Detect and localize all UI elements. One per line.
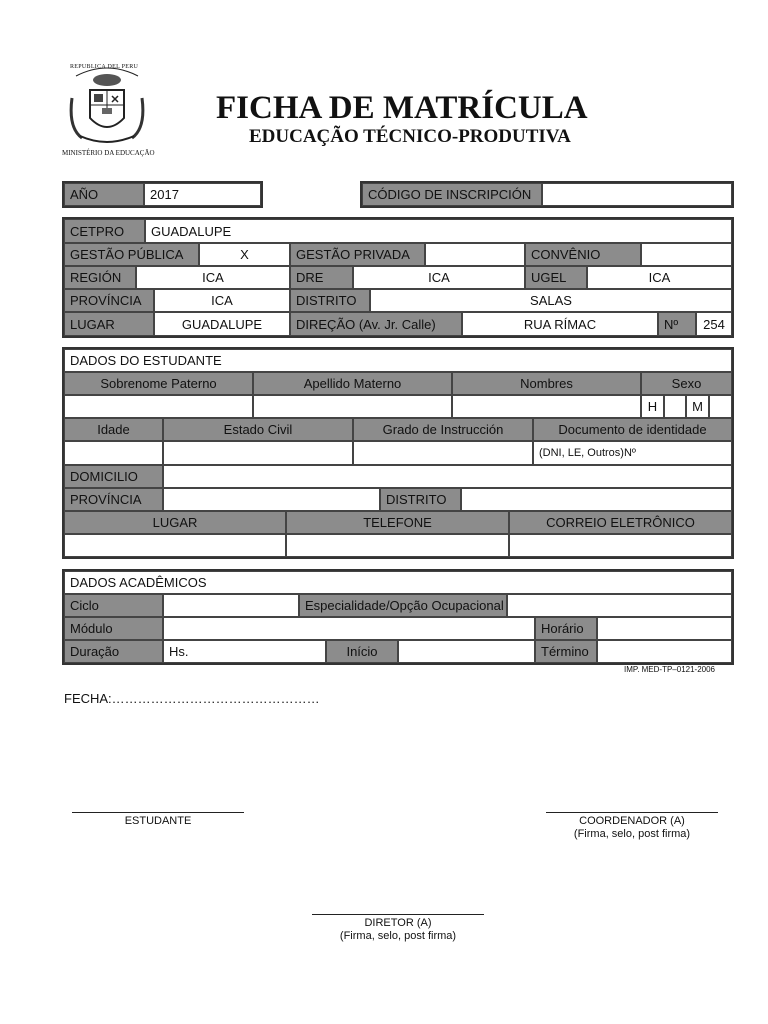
termino-input[interactable]: [597, 640, 732, 663]
numero-value[interactable]: 254: [696, 312, 732, 336]
diretor-subtitle: (Firma, selo, post firma): [339, 930, 457, 942]
domicilio-input[interactable]: [163, 465, 732, 488]
modulo-label: Módulo: [64, 617, 163, 640]
especialidade-input[interactable]: [507, 594, 732, 617]
estudante-signature-line: [72, 812, 244, 813]
regiao-label: REGIÓN: [64, 266, 136, 289]
ugel-label: UGEL: [525, 266, 587, 289]
grado-instruccion-header: Grado de Instrucción: [353, 418, 533, 441]
apellido-materno-input[interactable]: [253, 395, 452, 418]
estado-civil-header: Estado Civil: [163, 418, 353, 441]
sexo-m-label: M: [686, 395, 709, 418]
ciclo-input[interactable]: [163, 594, 299, 617]
student-lugar-header: LUGAR: [64, 511, 286, 534]
modulo-input[interactable]: [163, 617, 535, 640]
sexo-h-label: H: [641, 395, 664, 418]
sexo-m-box[interactable]: [709, 395, 732, 418]
codigo-label: CÓDIGO DE INSCRIPCIÓN: [362, 183, 542, 206]
idade-input[interactable]: [64, 441, 163, 465]
gestao-publica-label: GESTÃO PÚBLICA: [64, 243, 199, 266]
student-section-title: DADOS DO ESTUDANTE: [64, 349, 732, 372]
coordenador-subtitle: (Firma, selo, post firma): [573, 828, 691, 840]
horario-input[interactable]: [597, 617, 732, 640]
student-lugar-input[interactable]: [64, 534, 286, 557]
student-provincia-input[interactable]: [163, 488, 380, 511]
duracao-label: Duração: [64, 640, 163, 663]
provincia-value[interactable]: ICA: [154, 289, 290, 312]
ano-value[interactable]: 2017: [144, 183, 261, 206]
student-distrito-label: DISTRITO: [380, 488, 461, 511]
coordenador-label: COORDENADOR (A): [579, 815, 685, 827]
ciclo-label: Ciclo: [64, 594, 163, 617]
cetpro-value[interactable]: GUADALUPE: [145, 219, 732, 243]
page-subtitle: EDUCAÇÃO TÉCNICO-PRODUTIVA: [249, 126, 571, 147]
fecha-line[interactable]: FECHA:…………………………………………: [64, 691, 320, 706]
sexo-header: Sexo: [641, 372, 732, 395]
inicio-label: Início: [326, 640, 398, 663]
direcao-value[interactable]: RUA RÍMAC: [462, 312, 658, 336]
idade-header: Idade: [64, 418, 163, 441]
termino-label: Término: [535, 640, 597, 663]
duracao-input[interactable]: Hs.: [163, 640, 326, 663]
gestao-privada-label: GESTÃO PRIVADA: [290, 243, 425, 266]
academic-section-title: DADOS ACADÊMICOS: [64, 571, 732, 594]
ugel-value[interactable]: ICA: [587, 266, 732, 289]
apellido-materno-header: Apellido Materno: [253, 372, 452, 395]
diretor-label: DIRETOR (A): [364, 917, 432, 929]
sobrenome-paterno-header: Sobrenome Paterno: [64, 372, 253, 395]
documento-input[interactable]: (DNI, LE, Outros)Nº: [533, 441, 732, 465]
dre-value[interactable]: ICA: [353, 266, 525, 289]
student-provincia-label: PROVÍNCIA: [64, 488, 163, 511]
estudante-label: ESTUDANTE: [124, 815, 192, 827]
nombres-header: Nombres: [452, 372, 641, 395]
grado-instruccion-input[interactable]: [353, 441, 533, 465]
numero-label: Nº: [658, 312, 696, 336]
coat-of-arms-logo: [62, 58, 152, 150]
gestao-publica-value[interactable]: X: [199, 243, 290, 266]
gestao-privada-value[interactable]: [425, 243, 525, 266]
nombres-input[interactable]: [452, 395, 641, 418]
domicilio-label: DOMICILIO: [64, 465, 163, 488]
page-title: FICHA DE MATRÍCULA: [216, 90, 588, 126]
lugar-label: LUGAR: [64, 312, 154, 336]
form-code: IMP. MED-TP–0121-2006: [624, 665, 716, 674]
direcao-label: DIREÇÃO (Av. Jr. Calle): [290, 312, 462, 336]
dre-label: DRE: [290, 266, 353, 289]
lugar-value[interactable]: GUADALUPE: [154, 312, 290, 336]
coordenador-signature-line: [546, 812, 718, 813]
inicio-input[interactable]: [398, 640, 535, 663]
estado-civil-input[interactable]: [163, 441, 353, 465]
correio-header: CORREIO ELETRÔNICO: [509, 511, 732, 534]
telefone-input[interactable]: [286, 534, 509, 557]
especialidade-label: Especialidade/Opção Ocupacional: [299, 594, 507, 617]
telefone-header: TELEFONE: [286, 511, 509, 534]
distrito-value[interactable]: SALAS: [370, 289, 732, 312]
diretor-signature-line: [312, 914, 484, 915]
sexo-h-box[interactable]: [664, 395, 686, 418]
provincia-label: PROVÍNCIA: [64, 289, 154, 312]
cetpro-label: CETPRO: [64, 219, 145, 243]
student-distrito-input[interactable]: [461, 488, 732, 511]
ano-label: AÑO: [64, 183, 144, 206]
horario-label: Horário: [535, 617, 597, 640]
codigo-value[interactable]: [542, 183, 732, 206]
convenio-label: CONVÊNIO: [525, 243, 641, 266]
sobrenome-paterno-input[interactable]: [64, 395, 253, 418]
seal-text: REPUBLICA DEL PERU: [70, 64, 139, 70]
regiao-value[interactable]: ICA: [136, 266, 290, 289]
ministry-name: MINISTÉRIO DA EDUCAÇÃO: [62, 149, 155, 157]
correio-input[interactable]: [509, 534, 732, 557]
distrito-label: DISTRITO: [290, 289, 370, 312]
documento-header: Documento de identidade: [533, 418, 732, 441]
convenio-value[interactable]: [641, 243, 732, 266]
